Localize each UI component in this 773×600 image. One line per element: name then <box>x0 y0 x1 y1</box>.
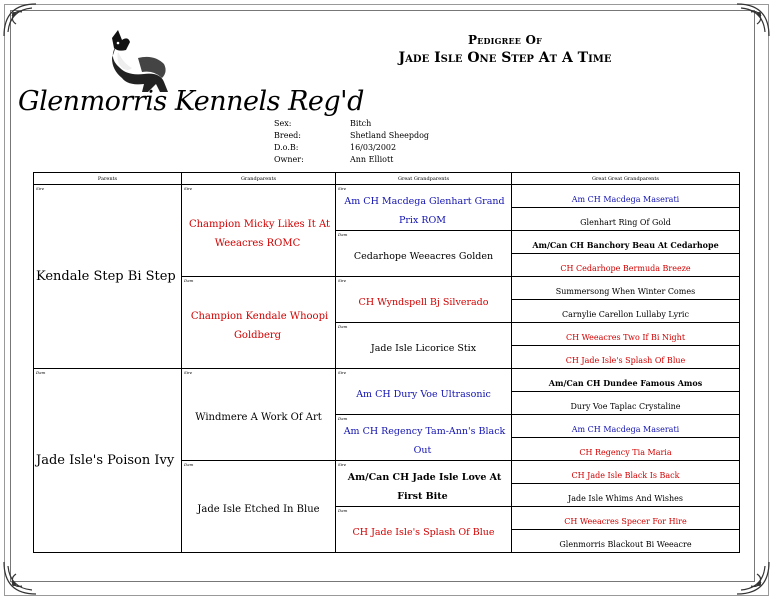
grandparent-name[interactable]: Jade Isle Etched In Blue <box>197 504 320 515</box>
great-grandparent-name[interactable]: Am CH Macdega Glenhart Grand Prix ROM <box>344 195 505 226</box>
kennel-name: Glenmorris Kennels Reg'd <box>18 86 364 117</box>
ggg-name[interactable]: Dury Voe Taplac Crystaline <box>570 401 681 411</box>
corner-ornament-icon <box>735 560 771 596</box>
ggg-cell <box>512 277 740 300</box>
great-grandparent-cell: Sire Am CH Dury Voe Ultrasonic <box>336 369 512 415</box>
ggg-cell <box>512 461 740 484</box>
great-grandparent-name[interactable]: Cedarhope Weeacres Golden <box>353 251 494 262</box>
owner-value: Ann Elliott <box>350 155 394 164</box>
ggg-name[interactable]: Glenhart Ring Of Gold <box>580 217 671 227</box>
ggg-name[interactable]: CH Jade Isle Black Is Back <box>571 470 680 480</box>
great-grandparent-cell: Dam Cedarhope Weeacres Golden <box>336 231 512 277</box>
great-grandparent-cell: Dam Am CH Regency Tam-Ann's Black Out <box>336 415 512 461</box>
great-grandparent-cell: Sire Am/Can CH Jade Isle Love At First Bite <box>336 461 512 507</box>
corner-ornament-icon <box>2 560 38 596</box>
ggg-name[interactable]: Am CH Macdega Maserati <box>571 424 680 434</box>
corner-ornament-icon <box>735 2 771 38</box>
corner-ornament-icon <box>2 2 38 38</box>
sheltie-dog-icon <box>98 28 174 94</box>
grandparent-name[interactable]: Windmere A Work Of Art <box>195 412 322 423</box>
great-grandparent-cell: Sire CH Wyndspell Bj Silverado <box>336 277 512 323</box>
breed-value: Shetland Sheepdog <box>350 131 430 140</box>
great-grandparent-name[interactable]: Am CH Dury Voe Ultrasonic <box>356 389 491 400</box>
ggg-name[interactable]: Carnylie Carellon Lullaby Lyric <box>562 309 689 319</box>
ggg-cell <box>512 208 740 231</box>
ggg-cell <box>512 507 740 530</box>
ggg-name[interactable]: CH Regency Tia Maria <box>579 447 672 457</box>
great-grandparent-name[interactable]: CH Jade Isle's Splash Of Blue <box>352 527 495 538</box>
column-header-great-great-grandparents: Great Great Grandparents <box>512 173 740 185</box>
dog-name-title: Jade Isle One Step At A Time <box>398 50 612 66</box>
column-header-grandparents: Grandparents <box>182 173 336 185</box>
ggg-name[interactable]: Jade Isle Whims And Wishes <box>568 493 683 503</box>
dam-name[interactable]: Jade Isle's Poison Ivy <box>36 453 175 468</box>
ggg-cell <box>512 254 740 277</box>
great-grandparent-name[interactable]: CH Wyndspell Bj Silverado <box>358 297 489 308</box>
great-grandparent-name[interactable]: Jade Isle Licorice Stix <box>370 343 477 354</box>
grandparent-name[interactable]: Champion Micky Likes It At Weeacres ROMC <box>188 218 331 249</box>
dog-info <box>274 118 429 166</box>
grandparent-cell: Dam Champion Kendale Whoopi Goldberg <box>182 277 336 369</box>
ggg-cell <box>512 484 740 507</box>
ggg-cell <box>512 415 740 438</box>
title-line-1: Pedigree Of <box>468 33 542 47</box>
ggg-name[interactable]: CH Jade Isle's Splash Of Blue <box>565 355 686 365</box>
great-grandparent-cell: Sire Am CH Macdega Glenhart Grand Prix ROM <box>336 185 512 231</box>
dob-value: 16/03/2002 <box>350 143 397 152</box>
grandparent-cell: Sire Champion Micky Likes It At Weeacres ROMC <box>182 185 336 277</box>
ggg-name[interactable]: CH Weeacres Two If Bi Night <box>565 332 686 342</box>
pedigree-title <box>380 33 630 66</box>
ggg-cell <box>512 300 740 323</box>
ggg-name[interactable]: Summersong When Winter Comes <box>555 286 696 296</box>
column-header-great-grandparents: Great Grandparents <box>336 173 512 185</box>
parent-sire-cell: Sire Kendale Step Bi Step <box>34 185 182 369</box>
ggg-name[interactable]: Am CH Macdega Maserati <box>571 194 680 204</box>
grandparent-cell: Dam Jade Isle Etched In Blue <box>182 461 336 553</box>
parent-dam-cell: Dam Jade Isle's Poison Ivy <box>34 369 182 553</box>
ggg-cell <box>512 369 740 392</box>
great-grandparent-name[interactable]: Am CH Regency Tam-Ann's Black Out <box>343 425 506 456</box>
grandparent-name[interactable]: Champion Kendale Whoopi Goldberg <box>190 310 329 341</box>
pedigree-table <box>33 172 740 553</box>
ggg-name[interactable]: CH Cedarhope Bermuda Breeze <box>560 263 691 273</box>
ggg-cell <box>512 438 740 461</box>
grandparent-cell: Sire Windmere A Work Of Art <box>182 369 336 461</box>
sex-value: Bitch <box>350 119 372 128</box>
ggg-cell <box>512 185 740 208</box>
ggg-cell <box>512 323 740 346</box>
ggg-name[interactable]: Am/Can CH Banchory Beau At Cedarhope <box>532 239 719 250</box>
ggg-cell <box>512 392 740 415</box>
great-grandparent-name[interactable]: Am/Can CH Jade Isle Love At First Bite <box>347 471 502 502</box>
sex-label: Sex: <box>274 119 292 128</box>
ggg-cell <box>512 530 740 553</box>
ggg-name[interactable]: CH Weeacres Specer For Hire <box>564 516 687 526</box>
ggg-name[interactable]: Glenmorris Blackout Bi Weeacre <box>559 539 692 549</box>
ggg-name[interactable]: Am/Can CH Dundee Famous Amos <box>548 377 703 388</box>
dob-label: D.o.B: <box>274 143 299 152</box>
ggg-cell <box>512 346 740 369</box>
sire-name[interactable]: Kendale Step Bi Step <box>36 269 176 284</box>
column-header-parents: Parents <box>34 173 182 185</box>
great-grandparent-cell: Dam CH Jade Isle's Splash Of Blue <box>336 507 512 553</box>
breed-label: Breed: <box>274 131 301 140</box>
owner-label: Owner: <box>274 155 304 164</box>
great-grandparent-cell: Dam Jade Isle Licorice Stix <box>336 323 512 369</box>
ggg-cell <box>512 231 740 254</box>
